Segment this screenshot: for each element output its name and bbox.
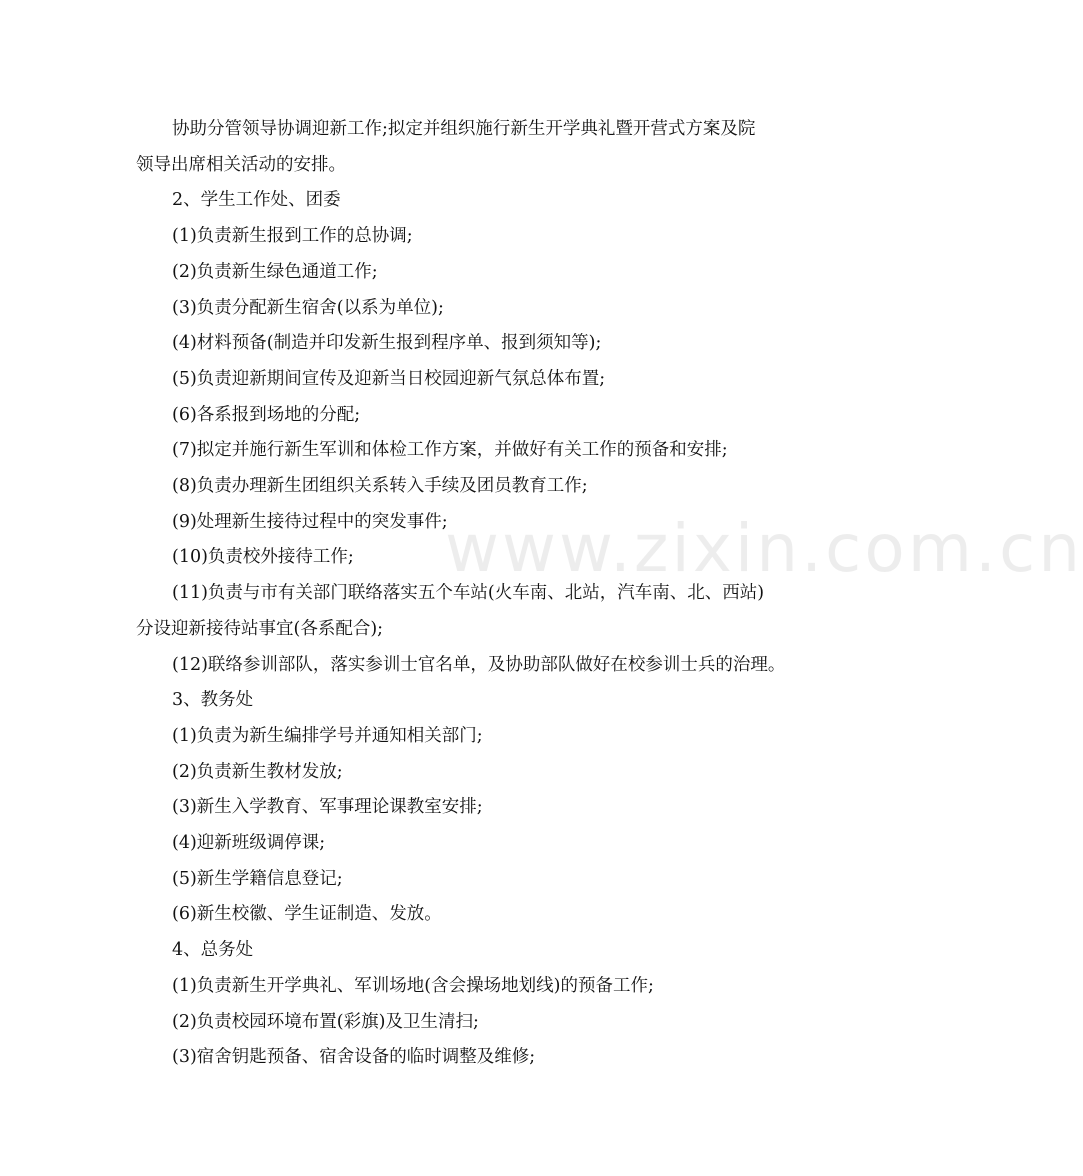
list-item: (2)负责新生绿色通道工作; [172, 261, 378, 282]
list-item: (4)迎新班级调停课; [172, 833, 326, 854]
list-item: (4)材料预备(制造并印发新生报到程序单、报到须知等); [172, 333, 602, 354]
list-item: (2)负责新生教材发放; [172, 761, 343, 782]
watermark: www.zixin.com.cn [445, 510, 1083, 587]
list-item: (11)负责与市有关部门联络落实五个车站(火车南、北站，汽车南、北、西站) [172, 583, 765, 604]
list-item-continuation: 分设迎新接待站事宜(各系配合); [136, 618, 384, 639]
list-item: (1)负责新生报到工作的总协调; [172, 226, 413, 247]
list-item: (9)处理新生接待过程中的突发事件; [172, 511, 448, 532]
list-item: (5)新生学籍信息登记; [172, 868, 343, 889]
section-heading: 4、总务处 [172, 940, 254, 961]
list-item: (10)负责校外接待工作; [172, 547, 354, 568]
paragraph: 协助分管领导协调迎新工作;拟定并组织施行新生开学典礼暨开营式方案及院 [172, 119, 756, 139]
list-item: (6)各系报到场地的分配; [172, 404, 361, 425]
list-item: (7)拟定并施行新生军训和体检工作方案，并做好有关工作的预备和安排; [172, 440, 728, 461]
list-item: (5)负责迎新期间宣传及迎新当日校园迎新气氛总体布置; [172, 368, 606, 389]
list-item: (12)联络参训部队，落实参训士官名单，及协助部队做好在校参训士兵的治理。 [172, 654, 786, 675]
list-item: (2)负责校园环境布置(彩旗)及卫生清扫; [172, 1011, 479, 1032]
list-item: (3)宿舍钥匙预备、宿舍设备的临时调整及维修; [172, 1047, 536, 1068]
document-body [136, 112, 816, 1076]
list-item: (3)新生入学教育、军事理论课教室安排; [172, 797, 483, 818]
list-item: (6)新生校徽、学生证制造、发放。 [172, 904, 442, 925]
list-item: (1)负责新生开学典礼、军训场地(含会操场地划线)的预备工作; [172, 975, 654, 996]
list-item: (3)负责分配新生宿舍(以系为单位); [172, 297, 444, 318]
section-heading: 3、教务处 [172, 690, 254, 711]
list-item: (1)负责为新生编排学号并通知相关部门; [172, 725, 483, 746]
list-item: (8)负责办理新生团组织关系转入手续及团员教育工作; [172, 476, 588, 497]
section-heading: 2、学生工作处、团委 [172, 190, 341, 211]
paragraph: 领导出席相关活动的安排。 [136, 154, 346, 175]
